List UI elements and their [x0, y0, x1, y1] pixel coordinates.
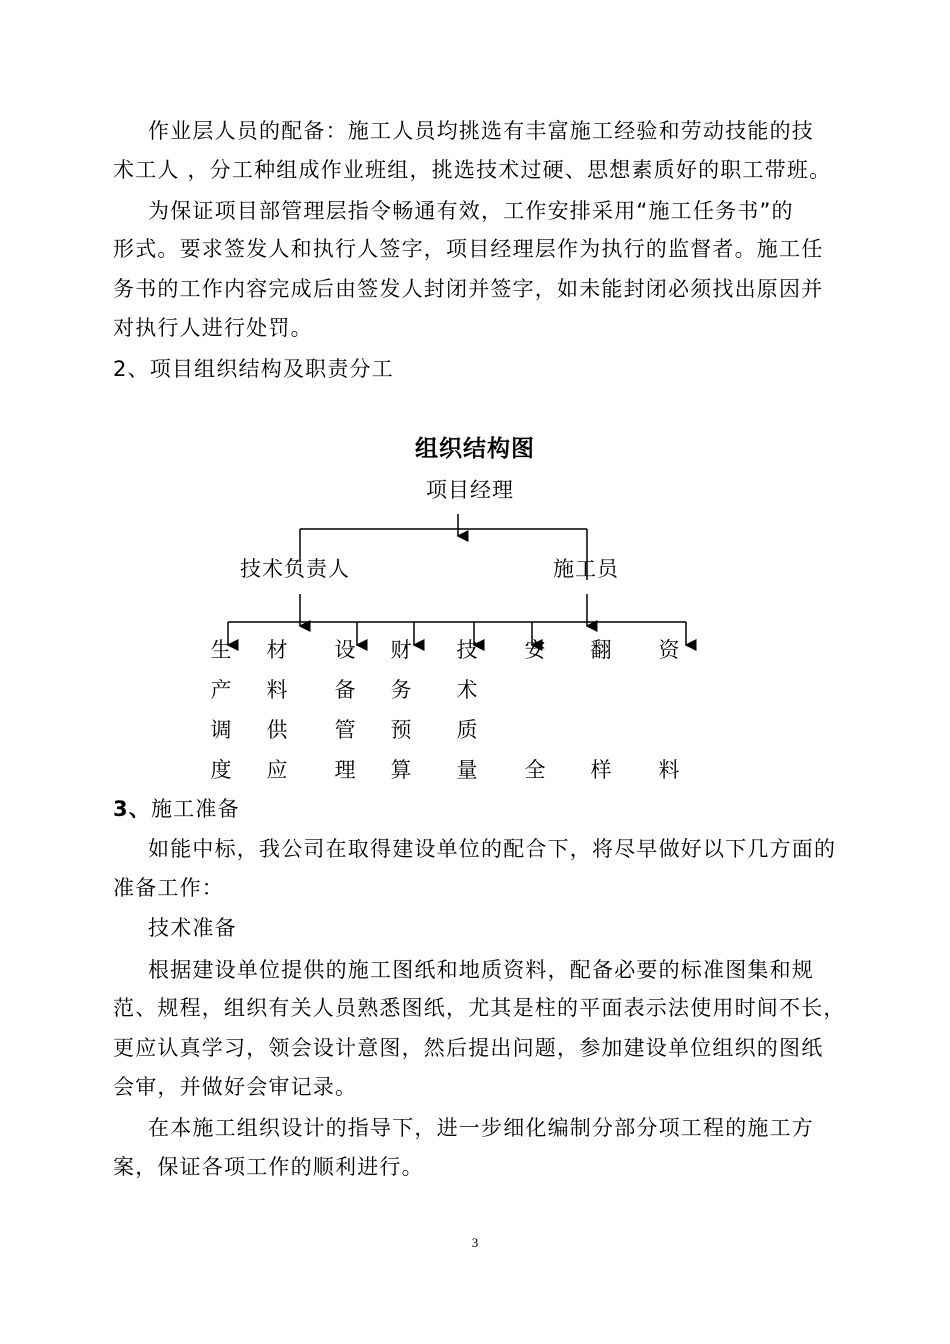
- paragraph-line: 务书的工作内容完成后由签发人封闭并签字，如未能封闭必须找出原因并: [113, 277, 824, 301]
- paragraph-line: 术工人 ，分工种组成作业班组，挑选技术过硬、思想素质好的职工带班。: [113, 158, 832, 182]
- org-node-tech-lead: 技术负责人: [240, 557, 350, 581]
- paragraph-line: 案，保证各项工作的顺利进行。: [113, 1155, 424, 1179]
- dept-production-scheduling: 生 产 调 度: [210, 638, 232, 782]
- paragraph-line: 准备工作：: [113, 876, 224, 900]
- org-node-constructor: 施工员: [553, 557, 619, 581]
- paragraph-line: 根据建设单位提供的施工图纸和地质资料，配备必要的标准图集和规: [148, 958, 814, 982]
- page-number: 3: [471, 1235, 479, 1250]
- paragraph-line: 更应认真学习，领会设计意图，然后提出问题，参加建设单位组织的图纸: [113, 1036, 824, 1060]
- dept-material-supply: 材 料 供 应: [266, 638, 288, 782]
- paragraph-line: 在本施工组织设计的指导下，进一步细化编制分部分项工程的施工方: [148, 1116, 814, 1140]
- section2-heading: 2、项目组织结构及职责分工: [113, 357, 394, 381]
- dept-finance-budget: 财 务 预 算: [390, 638, 412, 782]
- dept-equipment-management: 设 备 管 理: [334, 638, 356, 782]
- dept-technical-quality: 技 术 质 量: [456, 638, 478, 782]
- paragraph-line: 范、规程，组织有关人员熟悉图纸，尤其是柱的平面表示法使用时间不长，: [113, 996, 846, 1020]
- org-chart-title: 组织结构图: [415, 436, 535, 462]
- dept-safety: 安 全: [524, 638, 546, 782]
- paragraph-line: 作业层人员的配备：施工人员均挑选有丰富施工经验和劳动技能的技: [148, 119, 814, 143]
- org-root-node: 项目经理: [426, 478, 514, 502]
- paragraph-line: 为保证项目部管理层指令畅通有效，工作安排采用“施工任务书”的: [148, 199, 794, 223]
- paragraph-line: 如能中标，我公司在取得建设单位的配合下，将尽早做好以下几方面的: [148, 837, 837, 861]
- paragraph-line: 会审，并做好会审记录。: [113, 1075, 358, 1099]
- dept-documents: 资 料: [658, 638, 680, 782]
- section3-heading: 3、施工准备: [113, 797, 240, 821]
- paragraph-line: 形式。要求签发人和执行人签字，项目经理层作为执行的监督者。施工任: [113, 237, 824, 261]
- subheading-tech-prep: 技术准备: [148, 916, 237, 940]
- paragraph-line: 对执行人进行处罚。: [113, 316, 313, 340]
- dept-layout: 翻 样: [590, 638, 612, 782]
